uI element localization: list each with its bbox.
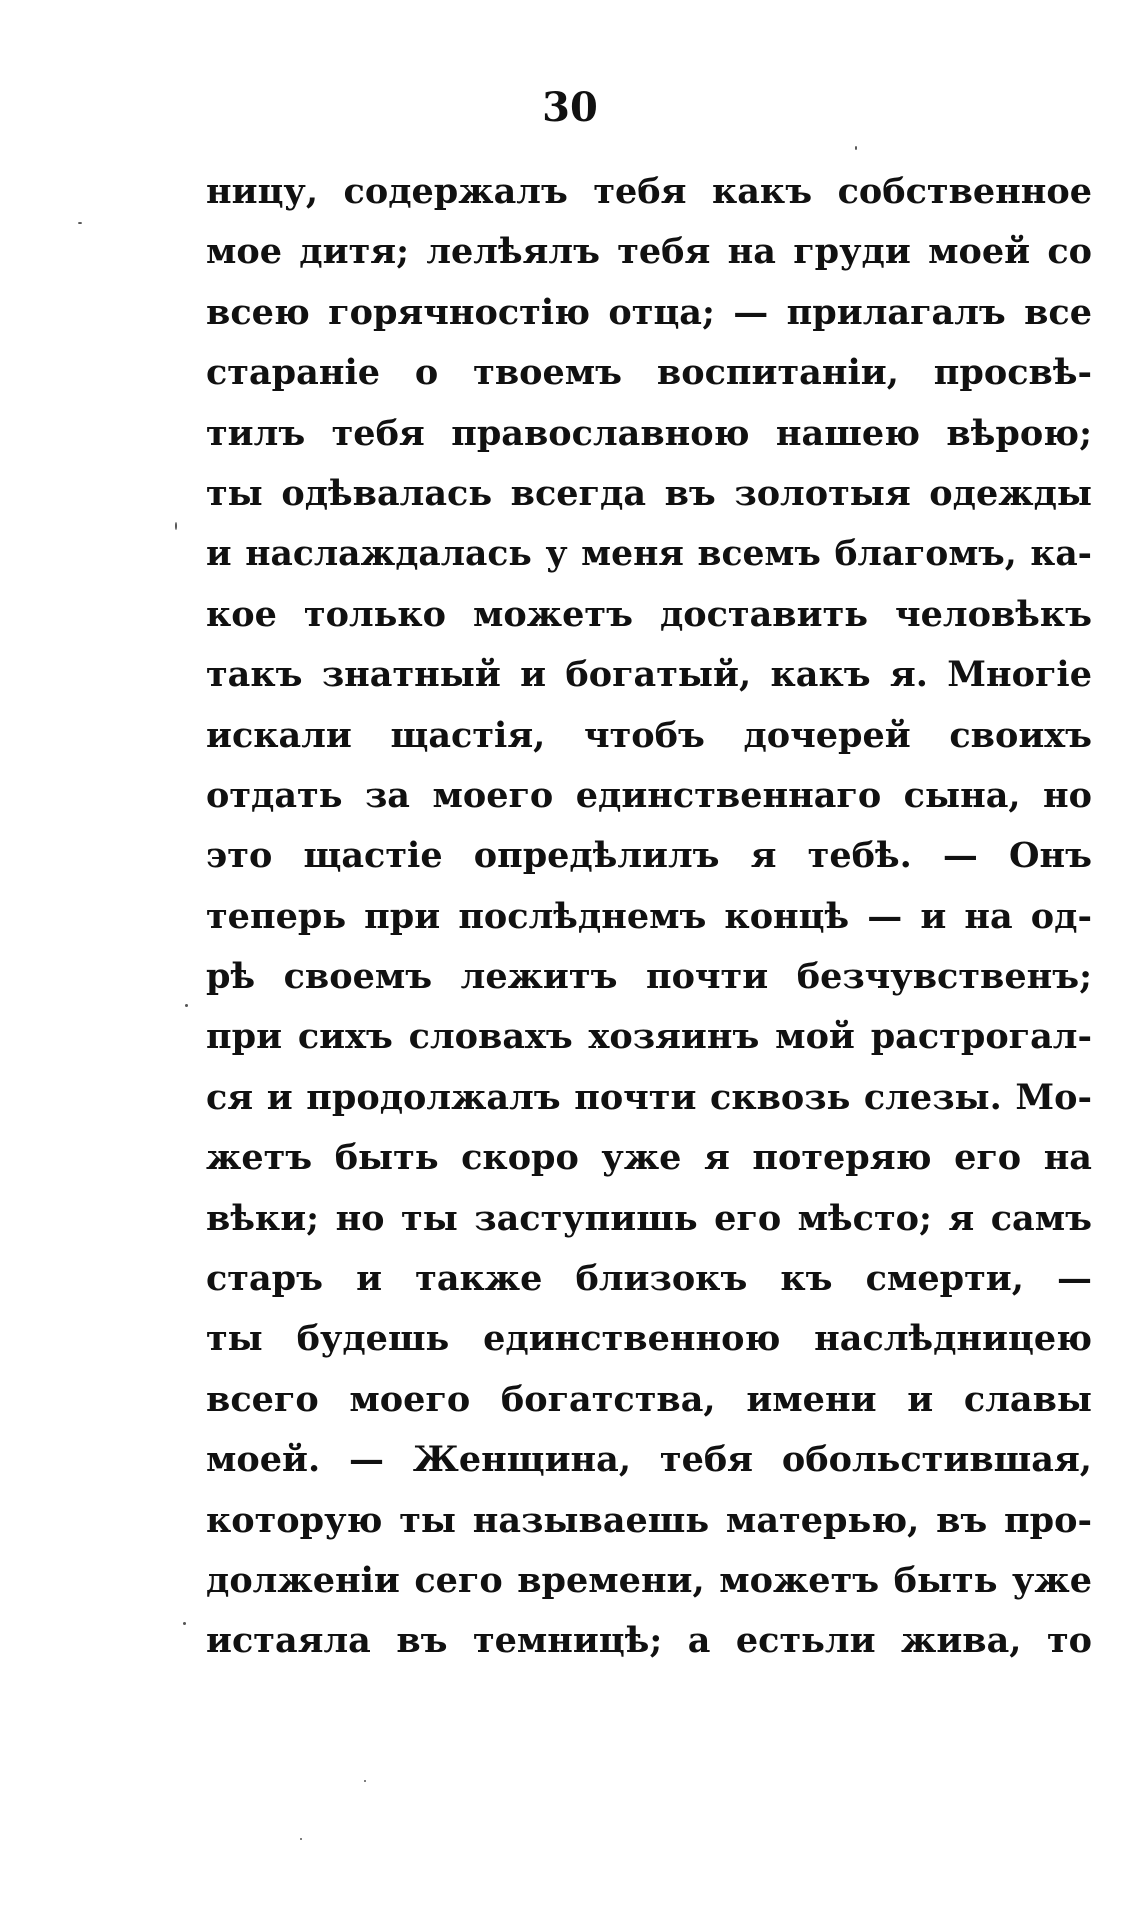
- text-line: всего моего богатства, имени и славы: [206, 1378, 1092, 1420]
- text-line: истаяла въ темницѣ; а естьли жива, то: [206, 1620, 1092, 1662]
- text-line: искали щастія, чтобъ дочерей своихъ: [206, 714, 1092, 756]
- text-line: рѣ своемъ лежитъ почти безчувственъ;: [206, 956, 1092, 998]
- scan-speck: [364, 1780, 366, 1782]
- text-line: ты будешь единственною наслѣдницею: [206, 1318, 1092, 1360]
- page-number: 30: [542, 84, 598, 131]
- text-line: отдать за моего единственнаго сына, но: [206, 774, 1092, 816]
- text-line: это щастіе опредѣлилъ я тебѣ. — Онъ: [206, 835, 1092, 877]
- text-line: ся и продолжалъ почти сквозь слезы. Мо-: [206, 1076, 1092, 1118]
- text-line: ты одѣвалась всегда въ золотыя одежды: [206, 472, 1092, 514]
- text-line: такъ знатный и богатый, какъ я. Многіе: [206, 654, 1092, 696]
- text-line: теперь при послѣднемъ концѣ — и на од-: [206, 895, 1092, 937]
- scan-speck: [300, 1838, 302, 1840]
- text-line: стараніе о твоемъ воспитаніи, просвѣ-: [206, 352, 1092, 394]
- text-line: долженіи сего времени, можетъ быть уже: [206, 1559, 1092, 1601]
- text-line: при сихъ словахъ хозяинъ мой растрогал-: [206, 1016, 1092, 1058]
- scan-speck: [78, 222, 82, 224]
- text-line: старъ и также близокъ къ смерти, —: [206, 1258, 1092, 1300]
- text-line: тилъ тебя православною нашею вѣрою;: [206, 412, 1092, 454]
- text-line: жетъ быть скоро уже я потеряю его на: [206, 1137, 1092, 1179]
- text-line: кое только можетъ доставить человѣкъ: [206, 593, 1092, 635]
- text-line: ницу, содержалъ тебя какъ собственное: [206, 171, 1092, 212]
- text-line: вѣки; но ты заступишь его мѣсто; я самъ: [206, 1197, 1092, 1239]
- text-line: моей. — Женщина, тебя обольстившая,: [206, 1439, 1092, 1481]
- scan-speck: [183, 1622, 186, 1625]
- scan-speck: [185, 1004, 188, 1007]
- text-line: всею горячностію отца; — прилагалъ все: [206, 291, 1092, 333]
- scan-speck: [855, 146, 857, 150]
- body-text: [206, 162, 1092, 1672]
- text-line: мое дитя; лелѣялъ тебя на груди моей со: [206, 231, 1092, 273]
- scan-speck: [175, 522, 177, 530]
- text-line: которую ты называешь матерью, въ про-: [206, 1499, 1092, 1541]
- text-line: и наслаждалась у меня всемъ благомъ, ка-: [206, 534, 1092, 575]
